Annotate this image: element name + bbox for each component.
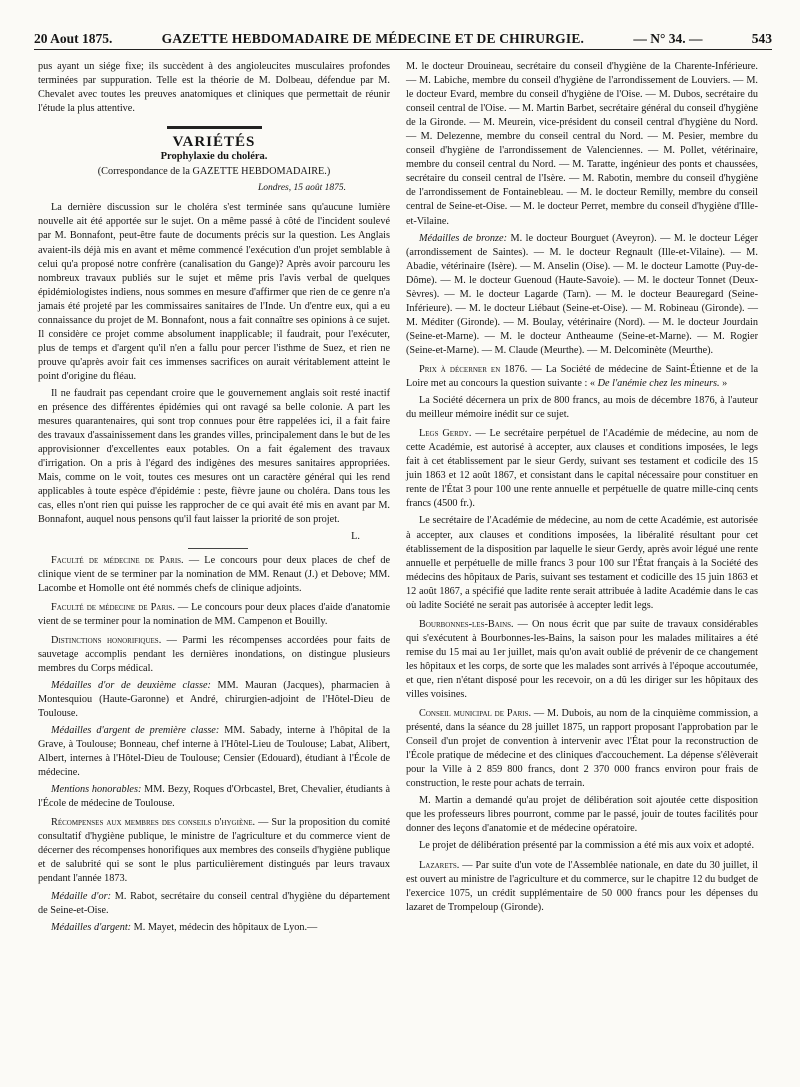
article-source: (Correspondance de la GAZETTE HEBDOMADAIRE.) (97, 166, 331, 178)
news-item-paragraph: La Société décernera un prix de 800 francs, au mois de décembre 1876, à l'auteur du meilleur mémoire inédit sur ce sujet. (406, 395, 758, 421)
award-body: MM. Sabady, interne à l'hôpital de la Grave, à Toulouse; Bonneau, chef interne à l'Hôtel-Lieu de Toulouse; Labat, Alibert, Albert, internes à l'Hôtel-Dieu de Toulouse; Censier (Edouard), étudiant à l'École de médecine. (38, 725, 390, 779)
news-item-gerdy-bequest (406, 427, 758, 511)
article-title: Prophylaxie du choléra. (160, 151, 268, 163)
award-list-item (38, 921, 390, 935)
award-label: Médailles d'argent de première classe: (51, 725, 220, 737)
continued-paragraph: M. le docteur Drouineau, secrétaire du conseil d'hygiène de la Charente-Inférieure. — M. Labiche, membre du conseil d'hygiène de l'arrondissement de Louviers. — M. le docteur Evard, membre du conseil d'hygiène de l'Oise. — M. Dubos, secrétaire du conseil central de l'Oise. — M. Martin Barbet, secrétaire général du conseil d'hygiène de la Gironde. — M. Meurein, vice-président du conseil central d'hygiène du Nord. — M. Delezenne, membre du conseil central du Nord. — M. Pesier, membre du conseil d'hygiène de l'arrondissement de Valenciennes. — M. Pollet, vétérinaire, membre du conseil central du Nord. — M. Taratte, ingénieur des ponts et chaussées, secrétaire du conseil central de l'Isère. — M. Rabotin, membre du conseil d'hygiène de l'arrondissement de Fontainebleau. — M. le docteur Remilly, membre du conseil central de Seine-et-Oise. — M. le docteur Perret, membre du conseil d'hygiène d'Ille-et-Vilaine. (406, 61, 758, 227)
article-paragraph: La dernière discussion sur le choléra s'est terminée sans qu'aucune lumière nouvelle ait été apportée sur le sujet. On a même passé à côté de l'incident soulevé par M. Bonnafont, peut-être faute de documents précis sur la question. Les Anglais avaient-ils déjà mis en avant et même commencé l'exécution d'un projet semblable à celui qu'a proposé notre confrère (canalisation du Gange)? Après avoir parcouru les nombreux travaux publiés sur le sujet et même pris l'avis verbal de quelques épidémiologistes indiens, nous sommes en mesure d'affirmer que rien de ce genre n'a jamais été projeté par les commissaires sanitaires de l'Inde. Un d'entre eux, qui a eu connaissance du projet de M. Bonnafont, nous a fait connaître ses opinions à ce sujet. Il considère ce projet comme absolument inapplicable; il faudrait, pour l'exécuter, plus de temps et d'argent qu'il n'en a fallu pour percer l'isthme de Suez, et rien ne prouve qu'après avoir fait ces immenses sacrifices on aurait véritablement atteint le point d'origine du fléau. (38, 202, 390, 382)
news-item-lead: Legs Gerdy. (419, 428, 472, 440)
section-title: VARIÉTÉS (172, 134, 256, 151)
award-body: M. le docteur Bourguet (Aveyron). — M. le docteur Léger (arrondissement de Saintes). — M. le docteur Regnault (Ille-et-Vilaine). — M. Abadie, vétérinaire (Isère). — M. Anselin (Oise). — M. le docteur Lamotte (Puy-de-Dôme). — M. le docteur Guenoud (Haute-Savoie). — M. le docteur Tonnet (Deux-Sèvres). — M. le docteur Lagarde (Tarn). — M. le docteur Beauregard (Seine-Inférieure). — M. le docteur Liébaut (Seine-et-Oise). — M. Robineau (Gironde). — M. Méditer (Gironde). — M. Boulay, vétérinaire (Nord). — M. le docteur Jourdain (Seine-et-Marne). — M. le docteur Antheaume (Seine-et-Marne). — M. Rogier (Seine-et-Marne). — M. Claude (Meurthe). — M. Delcominète (Meurthe). (406, 232, 758, 356)
news-item-faculty-clinic (38, 554, 390, 596)
continued-paragraph: pus ayant un siége fixe; ils succèdent à des angioleucites musculaires profondes terminées par suppuration. Telle est la théorie de M. Dolbeau, défendue par M. Chevalet avec toutes les preuves anatomiques et cliniques que permettait de réunir l'étude la plus attentive. (38, 61, 390, 115)
header-journal-title: GAZETTE HEBDOMADAIRE DE MÉDECINE ET DE CHIRURGIE. (161, 31, 585, 46)
news-item-paris-council (406, 707, 758, 791)
right-column (406, 60, 758, 918)
header-issue: — N° 34. — (633, 31, 703, 46)
award-list-item (38, 783, 390, 811)
section-divider (167, 126, 262, 129)
news-item-prize-1876 (406, 363, 758, 391)
award-label: Médailles d'argent: (51, 921, 132, 933)
news-item-lead: Distinctions honorifiques. (51, 634, 162, 646)
news-item-body: » (719, 378, 728, 390)
news-item-lead: Prix à décerner en 1876. (419, 363, 528, 375)
news-item-lead: Faculté de médecine de Paris. (51, 601, 175, 613)
award-list-item (38, 724, 390, 780)
article-paragraph: Il ne faudrait pas cependant croire que le gouvernement anglais soit resté inactif en présence des différentes épidémies qui ont ravagé sa belle colonie. A part les mesures quarantenaires, qui sont trop connues pour être rappelées ici, il a fait faire des travaux d'assainissement dans les grandes villes, principalement dans le but de les approvisionner d'excellentes eaux potables. On a fait également des travaux d'irrigation. On a pris à l'égard des indigènes des mesures sanitaires appropriées. Mais, comme on le voit, toutes ces mesures ont un caractère général qui les rend applicables à toute espèce d'épidémie : peste, fièvre jaune ou choléra. Dans tous les cas, elles n'ont rien qui puisse les rapprocher de ce qui avait été mis en avant par M. Bonnafont, auquel nous pensons qu'il faut laisser la priorité de son projet. (38, 387, 390, 526)
news-item-lead: Bourbonnes-les-Bains. (419, 618, 514, 630)
news-item-bourbonnes (406, 618, 758, 702)
news-item-lead: Lazarets. (419, 859, 460, 871)
news-item-paragraph: Le secrétaire de l'Académie de médecine, au nom de cette Académie, est autorisée à accepter, aux clauses et conditions imposées, la libéralité résultant pour cet établissement de la disposition par laquelle le sieur Gerdy, après avoir légué une rente annuelle et perpétuelle de mille francs 3 pour 100 sur l'État français à la Société des médecins des hôpitaux de Paris, suivant ses testament et codicille des 15 juin 1863 et 12 août 1867, a spécifié que ladite rente serait attribuée à ladite Académie dans le cas où ladite Société ne serait pas autorisée à accepter ledit legs. (406, 515, 758, 611)
running-header (34, 25, 772, 50)
news-item-paragraph: Le projet de délibération présenté par la commission a été mis aux voix et adopté. (419, 840, 755, 852)
award-body: M. Mayet, médecin des hôpitaux de Lyon.— (131, 921, 318, 933)
news-item-body: — Le secrétaire perpétuel de l'Académie de médecine, au nom de cette Académie, est autorisé à accepter, aux clauses et conditions imposées, le legs fait à cet établissement par le sieur Gerdy, suivant ses testament et codicile des 15 juin 1863 et 12 août 1867, et consistant dans le capital nécessaire pour constituer en rente de l'État 3 pour 100 une rente annuelle et perpétuelle de quatre mille-cinq cents francs (4500 fr.). (406, 428, 758, 510)
news-item-hygiene-awards (38, 816, 390, 886)
news-item-faculty-anatomy (38, 601, 390, 629)
news-item-body: — M. Dubois, au nom de la cinquième commission, a présenté, dans la séance du 28 juillet 1875, un rapport proposant l'approbation par le Conseil d'un projet de convention à intervenir avec l'État pour la reconstruction de l'École pratique de médecine et des cliniques d'accouchement. La dépense s'élèverait pour la Ville à 2 859 800 francs, dont 2 370 000 francs environ pour frais de construction, le reste pour achats de terrain. (406, 708, 759, 790)
header-page-number: 543 (751, 31, 772, 46)
news-item-lead: Récompenses aux membres des conseils d'hygiène. (51, 817, 256, 829)
article-dateline: Londres, 15 août 1875. (257, 183, 346, 194)
news-item-distinctions (38, 634, 390, 676)
news-item-body: — Par suite d'un vote de l'Assemblée nationale, en date du 30 juillet, il est ouvert au ministre de l'agriculture et du commerce, sur le chapitre 12 du budget de l'exercice 1075, un crédit supplémentaire de 50 000 francs pour les dépenses du lazaret de Trompeloup (Gironde). (406, 859, 758, 913)
news-item-lazarets (406, 859, 758, 915)
award-body: MM. Bezy, Roques d'Orbcastel, Bret, Chevalier, étudiants à l'École de médecine de Toulouse. (38, 784, 390, 810)
header-date: 20 Aout 1875. (34, 31, 113, 46)
news-item-body: — Le concours pour deux places de chef de clinique vient de se terminer par la nomination de MM. Renaut (J.) et Debove; MM. Lacombe et Homolle ont été nommés chefs de clinique adjoints. (38, 554, 391, 594)
award-label: Médaille d'or: (51, 890, 111, 902)
left-column (38, 60, 390, 938)
award-list-item (38, 890, 390, 918)
award-label: Mentions honorables: (51, 784, 142, 796)
news-item-body: — La Société de médecine de Saint-Étienne et de la Loire met au concours la question suivante : « (406, 363, 758, 390)
news-item-body: — Le concours pour deux places d'aide d'anatomie vient de se terminer pour la nomination de MM. Campenon et Bouilly. (38, 601, 390, 627)
news-item-paragraph: M. Martin a demandé qu'au projet de délibération soit ajoutée cette disposition que les professeurs libres pourront, comme par le passé, jouir de toutes facilités pour donner des leçons d'anatomie et de médecine opératoire. (406, 795, 758, 835)
award-body: M. Rabot, secrétaire du conseil central d'hygiène du département de Seine-et-Oise. (38, 890, 390, 916)
award-list-item (406, 232, 758, 358)
article-signature: L. (351, 531, 360, 543)
award-body: MM. Mauran (Jacques), pharmacien à Montesquiou (Haute-Garonne) et André, chirurgien-adjoint de l'Hôtel-Dieu de Toulouse. (38, 679, 390, 719)
news-item-body: — Sur la proposition du comité consultatif d'hygiène publique, le ministre de l'agriculture et du commerce vient de décerner des récompenses honorifiques aux membres des conseils d'hygiène publique et de salubrité qui se sont le plus particulièrement distingués par leurs travaux pendant l'année 1873. (38, 817, 391, 885)
news-item-lead: Faculté de médecine de Paris. (51, 554, 184, 566)
award-label: Médailles de bronze: (419, 232, 507, 244)
divider-line (188, 548, 248, 549)
prize-question: De l'anémie chez les mineurs. (597, 378, 720, 390)
news-item-body: — On nous écrit que par suite de travaux considérables qui s'exécutent à Bourbonnes-les-Bains, la saison pour les malades militaires a été remise du 15 mai au 1er juillet, mais qu'on avait oublié de prévenir de ce changement les hôpitaux et les corps, de sorte que les malades sont arrivés à l'époque accoutumée, et que, rien n'étant disposé pour les recevoir, on a dû les diriger sur les hôpitaux des villes voisines. (406, 618, 758, 701)
news-item-lead: Conseil municipal de Paris. (419, 708, 532, 720)
award-list-item (38, 679, 390, 721)
news-item-body: — Parmi les récompenses accordées pour faits de sauvetage accomplis pendant les dernières inondations, on distingue plusieurs membres du Corps médical. (38, 634, 390, 674)
award-label: Médailles d'or de deuxième classe: (51, 679, 211, 691)
